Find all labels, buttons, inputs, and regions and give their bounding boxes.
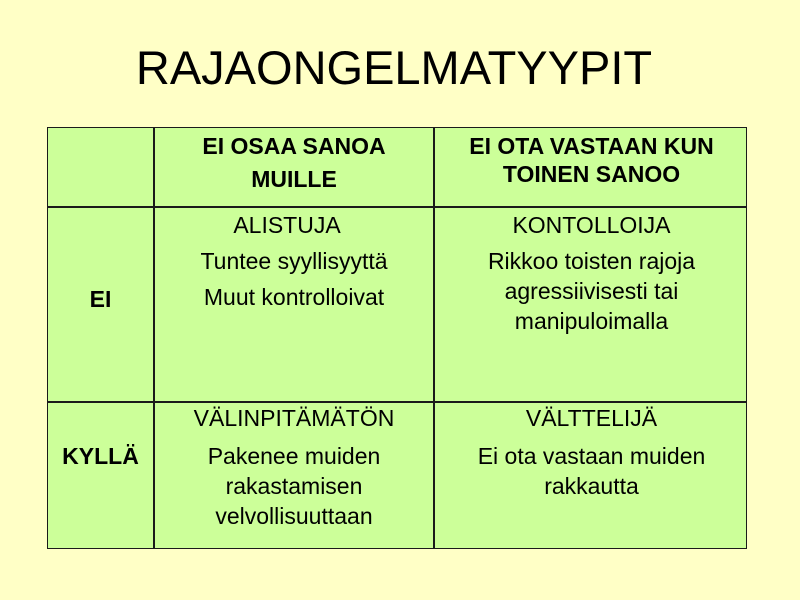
cell-line: Pakenee muiden — [207, 443, 381, 469]
corner-cell — [48, 128, 153, 206]
boundary-types-table — [47, 127, 747, 549]
cell-line: agressiivisesti tai — [504, 278, 679, 304]
cell-line: rakkautta — [544, 473, 639, 499]
cell-line: Rikkoo toisten rajoja — [487, 248, 696, 274]
cell-line: velvollisuuttaan — [215, 503, 373, 529]
cell-title: KONTOLLOIJA — [512, 212, 671, 238]
cell-valinpitamaton — [155, 403, 433, 548]
cell-valttelija — [435, 403, 748, 548]
column-header-cant-say-no — [155, 130, 433, 206]
column-header-line: MUILLE — [251, 166, 337, 192]
column-header-line: TOINEN SANOO — [502, 161, 681, 187]
cell-line: manipuloimalla — [514, 308, 669, 334]
cell-title: VÄLINPITÄMÄTÖN — [193, 405, 395, 431]
slide-title: RAJAONGELMATYYPIT — [135, 41, 653, 94]
cell-title: ALISTUJA — [233, 212, 341, 238]
cell-line: Muut kontrolloivat — [203, 284, 385, 310]
cell-line: Ei ota vastaan muiden — [477, 443, 706, 469]
row-label-ei: EI — [89, 286, 112, 312]
row-label-kylla: KYLLÄ — [62, 443, 139, 469]
cell-line: rakastamisen — [225, 473, 363, 499]
column-header-cant-hear-no — [435, 130, 748, 206]
cell-kontolloija — [435, 208, 748, 401]
cell-title: VÄLTTELIJÄ — [525, 405, 658, 431]
column-header-line: EI OSAA SANOA — [202, 133, 386, 159]
cell-alistuja — [155, 208, 433, 401]
cell-line: Tuntee syyllisyyttä — [200, 248, 388, 274]
column-header-line: EI OTA VASTAAN KUN — [469, 133, 714, 159]
